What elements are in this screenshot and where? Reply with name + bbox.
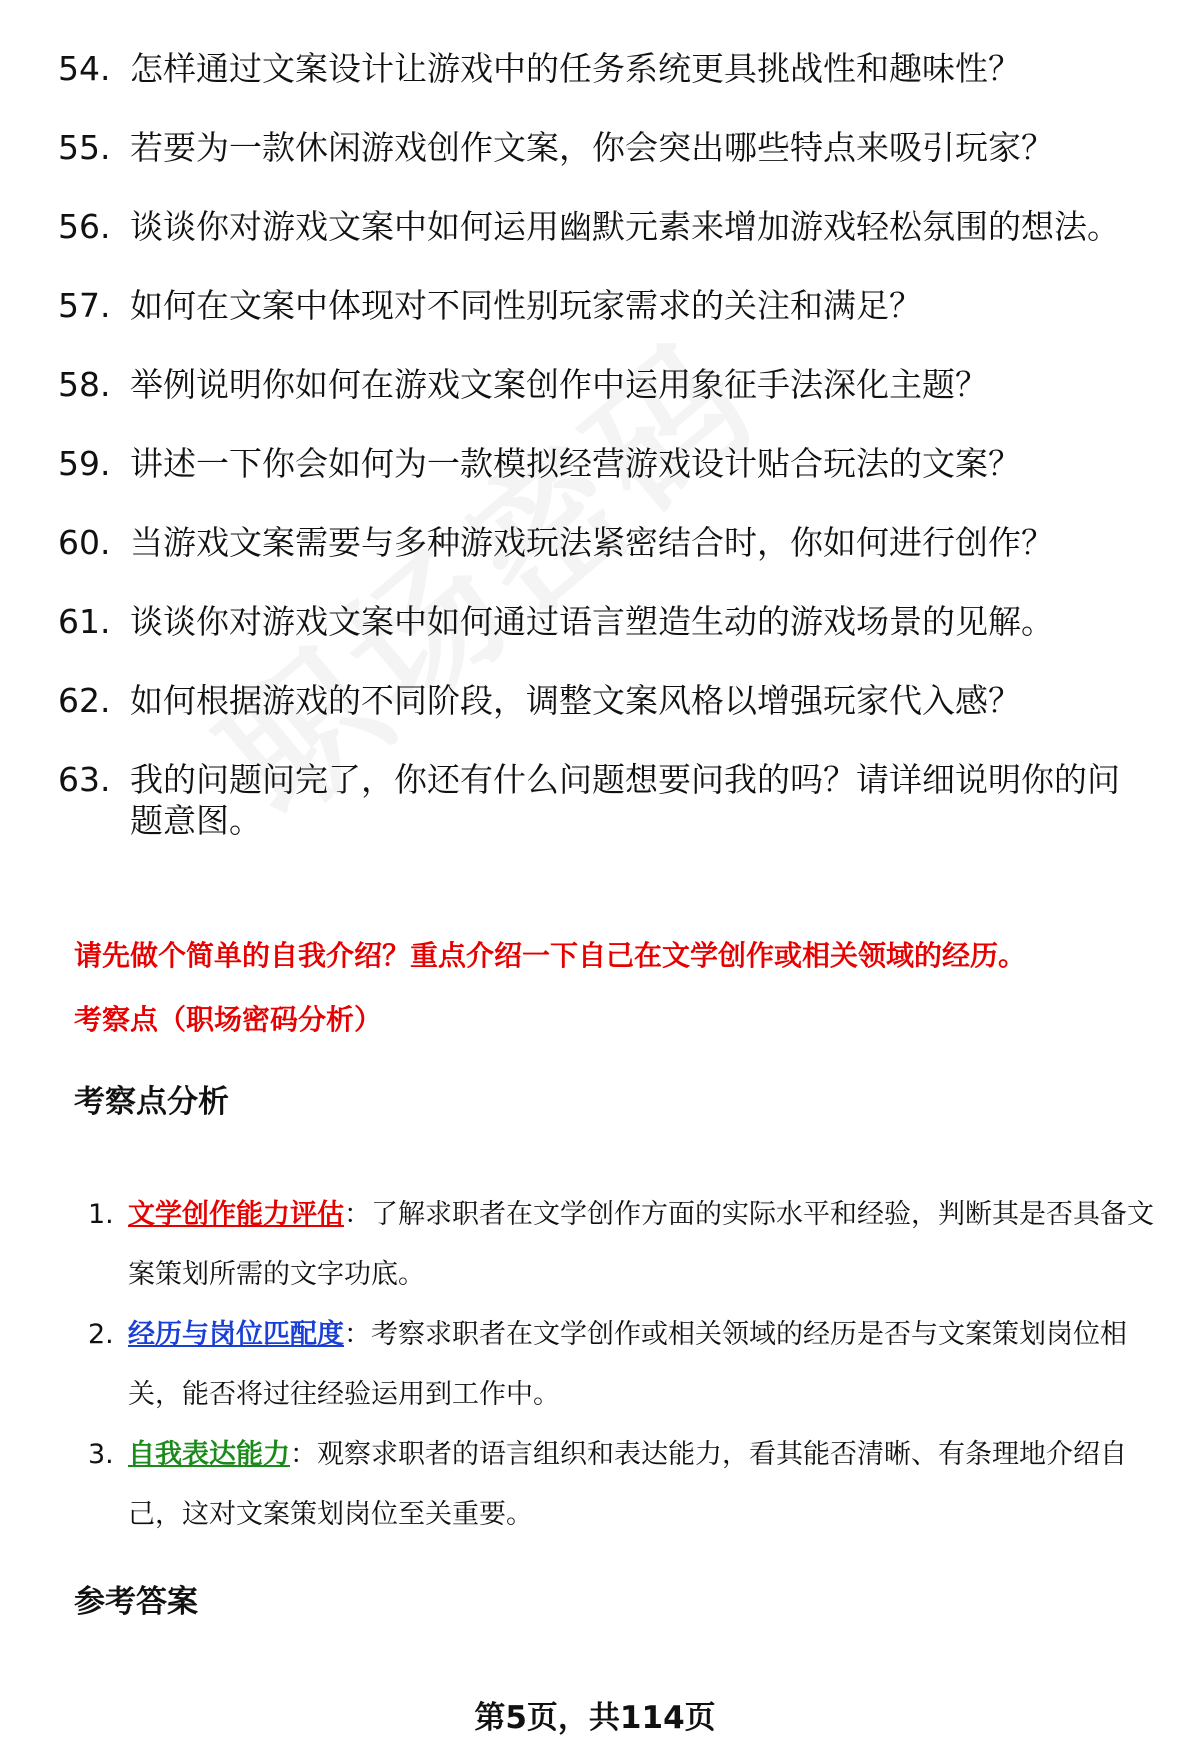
analysis-keyword: 自我表达能力 <box>128 1439 290 1470</box>
question-number: 55. <box>58 128 111 167</box>
list-item <box>58 285 1148 326</box>
question-text: 我的问题问完了，你还有什么问题想要问我的吗？请详细说明你的问题意图。 <box>130 760 1120 840</box>
list-item <box>58 48 1148 89</box>
analysis-number: 1. <box>88 1199 114 1230</box>
focus-label: 考察点（职场密码分析） <box>74 1003 383 1036</box>
list-item <box>88 1425 1158 1545</box>
question-number: 57. <box>58 286 111 325</box>
question-number: 63. <box>58 760 111 799</box>
analysis-text: 了解求职者在文学创作方面的实际水平和经验，判断其是否具备文案策划所需的文字功底。 <box>128 1199 1154 1290</box>
question-number: 54. <box>58 49 111 88</box>
question-number: 61. <box>58 602 111 641</box>
list-item <box>58 522 1148 563</box>
list-item <box>58 759 1148 841</box>
analysis-separator: ： <box>344 1199 371 1230</box>
question-text: 若要为一款休闲游戏创作文案，你会突出哪些特点来吸引玩家？ <box>130 128 1054 167</box>
featured-question: 请先做个简单的自我介绍？重点介绍一下自己在文学创作或相关领域的经历。 <box>74 939 1027 972</box>
list-item <box>88 1185 1158 1305</box>
analysis-text: 考察求职者在文学创作或相关领域的经历是否与文案策划岗位相关，能否将过往经验运用到工作中。 <box>128 1319 1127 1410</box>
question-number: 62. <box>58 681 111 720</box>
list-item <box>88 1305 1158 1425</box>
list-item <box>58 601 1148 642</box>
analysis-separator: ： <box>290 1439 317 1470</box>
question-number: 56. <box>58 207 111 246</box>
list-item <box>58 206 1148 247</box>
analysis-text: 观察求职者的语言组织和表达能力，看其能否清晰、有条理地介绍自己，这对文案策划岗位至关重要。 <box>128 1439 1127 1530</box>
question-number: 59. <box>58 444 111 483</box>
question-text: 谈谈你对游戏文案中如何通过语言塑造生动的游戏场景的见解。 <box>130 602 1054 641</box>
list-item <box>58 127 1148 168</box>
list-item <box>58 364 1148 405</box>
question-text: 谈谈你对游戏文案中如何运用幽默元素来增加游戏轻松氛围的想法。 <box>130 207 1120 246</box>
question-text: 如何根据游戏的不同阶段，调整文案风格以增强玩家代入感？ <box>130 681 1021 720</box>
question-text: 如何在文案中体现对不同性别玩家需求的关注和满足？ <box>130 286 922 325</box>
analysis-keyword: 经历与岗位匹配度 <box>128 1319 344 1350</box>
answer-heading: 参考答案 <box>74 1584 198 1620</box>
analysis-separator: ： <box>344 1319 371 1350</box>
question-text: 讲述一下你会如何为一款模拟经营游戏设计贴合玩法的文案？ <box>130 444 1021 483</box>
question-list <box>58 48 1148 879</box>
question-text: 当游戏文案需要与多种游戏玩法紧密结合时，你如何进行创作？ <box>130 523 1054 562</box>
list-item <box>58 443 1148 484</box>
question-number: 58. <box>58 365 111 404</box>
question-number: 60. <box>58 523 111 562</box>
question-text: 怎样通过文案设计让游戏中的任务系统更具挑战性和趣味性？ <box>130 49 1021 88</box>
analysis-list <box>88 1185 1158 1545</box>
list-item <box>58 680 1148 721</box>
page-footer: 第5页，共114页 <box>474 1700 716 1736</box>
analysis-number: 3. <box>88 1439 114 1470</box>
question-text: 举例说明你如何在游戏文案创作中运用象征手法深化主题？ <box>130 365 988 404</box>
analysis-keyword: 文学创作能力评估 <box>128 1199 344 1230</box>
analysis-number: 2. <box>88 1319 114 1350</box>
analysis-heading: 考察点分析 <box>74 1084 229 1120</box>
